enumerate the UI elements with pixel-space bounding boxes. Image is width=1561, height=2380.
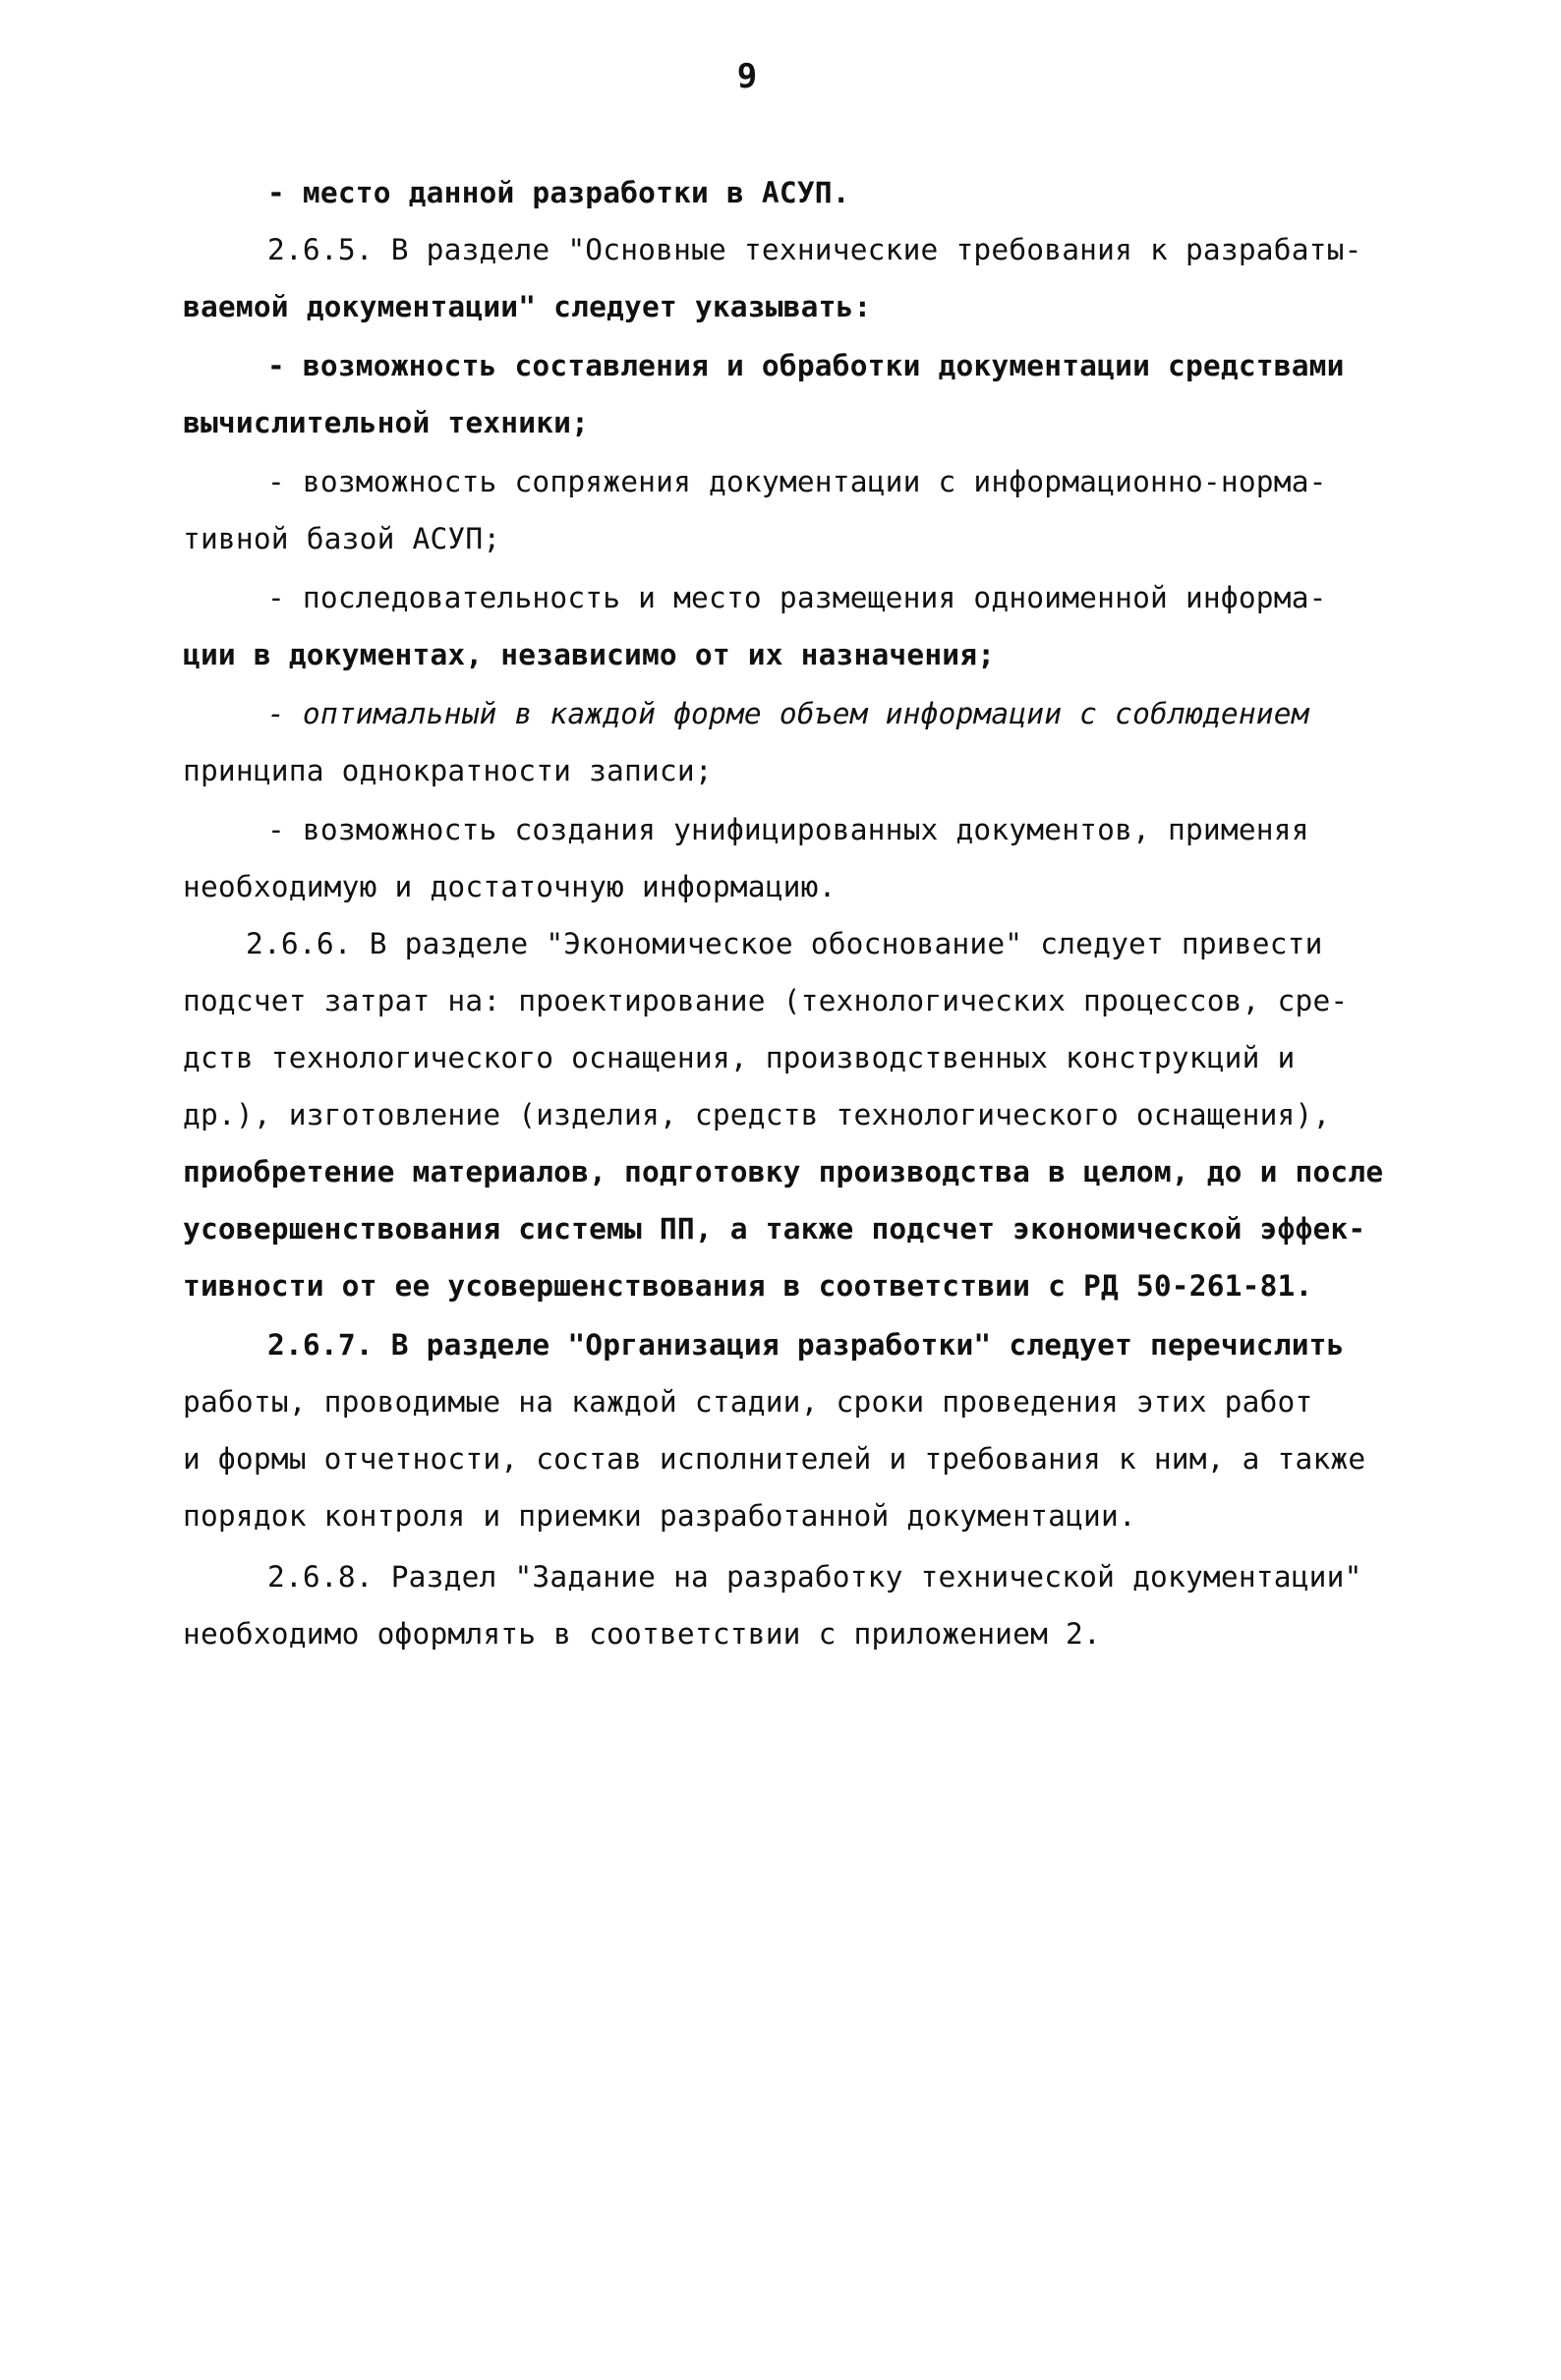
text-line: - возможность сопряжения документации с информационно-норма-	[267, 465, 1327, 498]
text-line: усовершенствования системы ПП, а также подсчет экономической эффек-	[183, 1212, 1366, 1246]
text-line: и формы отчетности, состав исполнителей и требования к ним, а также	[183, 1442, 1366, 1476]
text-line: др.), изготовление (изделия, средств технологического оснащения),	[183, 1098, 1331, 1132]
text-line: приобретение материалов, подготовку производства в целом, до и после	[183, 1155, 1384, 1189]
text-line: необходимую и достаточную информацию.	[183, 870, 837, 903]
text-line: - возможность составления и обработки документации средствами	[267, 349, 1345, 382]
text-line: - возможность создания унифицированных документов, применяя	[267, 813, 1309, 846]
text-line: принципа однократности записи;	[183, 754, 713, 787]
text-line: необходимо оформлять в соответствии с приложением 2.	[183, 1617, 1101, 1651]
text-line: вычислительной техники;	[183, 406, 590, 439]
text-line: 2.6.5. В разделе "Основные технические требования к разрабаты-	[267, 233, 1362, 266]
text-line: дств технологического оснащения, производственных конструкций и	[183, 1041, 1296, 1074]
text-line: тивности от ее усовершенствования в соответствии с РД 50-261-81.	[183, 1269, 1313, 1303]
text-line: тивной базой АСУП;	[183, 522, 501, 555]
text-line: ваемой документации" следует указывать:	[183, 290, 872, 323]
text-line: 2.6.7. В разделе "Организация разработки" следует перечислить	[267, 1328, 1345, 1362]
text-line: ции в документах, независимо от их назначения;	[183, 638, 996, 671]
text-line: работы, проводимые на каждой стадии, сроки проведения этих работ	[183, 1385, 1313, 1419]
page-number: 9	[736, 57, 758, 96]
text-line: подсчет затрат на: проектирование (технологических процессов, сре-	[183, 984, 1349, 1017]
text-line: - место данной разработки в АСУП.	[267, 176, 850, 209]
text-line: - оптимальный в каждой форме объем информации с соблюдением	[267, 697, 1309, 730]
text-line: - последовательность и место размещения одноименной информа-	[267, 581, 1327, 614]
text-line: порядок контроля и приемки разработанной документации.	[183, 1499, 1136, 1533]
text-line: 2.6.6. В разделе "Экономическое обоснование" следует привести	[246, 927, 1323, 960]
text-line: 2.6.8. Раздел "Задание на разработку технической документации"	[267, 1560, 1362, 1594]
